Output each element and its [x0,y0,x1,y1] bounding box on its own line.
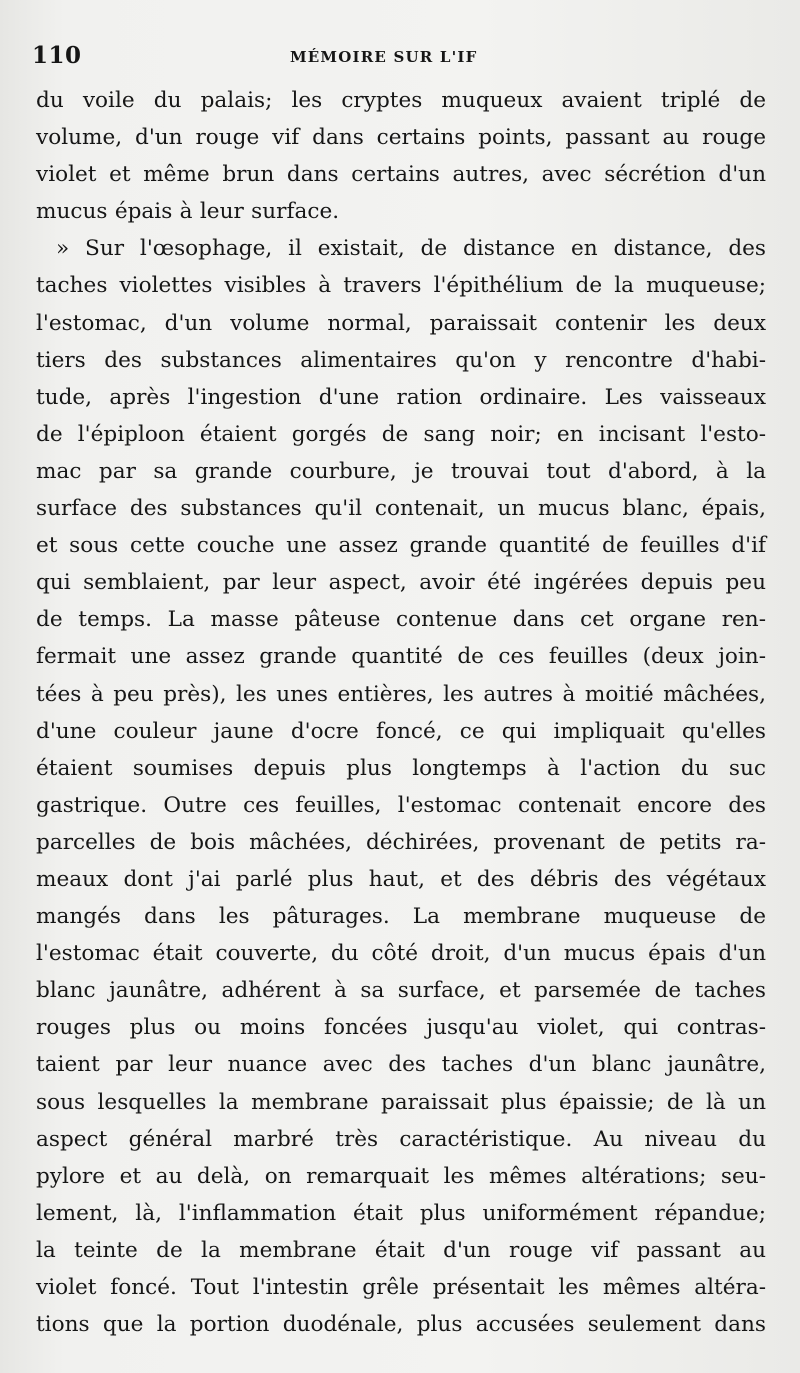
text-line: mangés dans les pâturages. La membrane muqueuse de [36,904,766,930]
text-line: tiers des substances alimentaires qu'on y rencontre d'habi- [36,347,766,373]
text-line: taient par leur nuance avec des taches d'un blanc jaunâtre, [36,1052,766,1078]
text-line: lement, là, l'inflammation était plus uniformément répandue; [36,1200,766,1226]
text-line: violet et même brun dans certains autres, avec sécrétion d'un [36,162,766,188]
text-line: sous lesquelles la membrane paraissait plus épaissie; de là un [36,1089,766,1115]
text-line: du voile du palais; les cryptes muqueux avaient triplé de [36,88,766,113]
text-line: tions que la portion duodénale, plus accusées seulement dans [36,1312,766,1338]
text-line: de l'épiploon étaient gorgés de sang noir; en incisant l'esto- [36,421,766,447]
text-line: et sous cette couche une assez grande quantité de feuilles d'if [36,533,766,559]
text-line: de temps. La masse pâteuse contenue dans cet organe ren- [36,607,766,633]
text-line: » Sur l'œsophage, il existait, de distance en distance, des [56,236,766,262]
text-line: meaux dont j'ai parlé plus haut, et des débris des végétaux [36,866,766,892]
text-line: violet foncé. Tout l'intestin grêle présentait les mêmes altéra- [36,1275,766,1300]
text-line: tées à peu près), les unes entières, les autres à moitié mâchées, [36,681,766,707]
text-line: pylore et au delà, on remarquait les mêmes altérations; seu- [36,1163,766,1189]
text-line: la teinte de la membrane était d'un rouge vif passant au [36,1237,766,1263]
text-line: volume, d'un rouge vif dans certains points, passant au rouge [36,125,766,151]
text-line: mac par sa grande courbure, je trouvai tout d'abord, à la [36,458,766,484]
text-line: mucus épais à leur surface. [36,199,340,225]
text-line: qui semblaient, par leur aspect, avoir été ingérées depuis peu [36,570,766,596]
text-line: aspect général marbré très caractéristique. Au niveau du [36,1126,766,1152]
text-line: parcelles de bois mâchées, déchirées, provenant de petits ra- [36,829,766,855]
text-line: taches violettes visibles à travers l'épithélium de la muqueuse; [36,273,766,299]
text-line: gastrique. Outre ces feuilles, l'estomac contenait encore des [36,792,766,818]
text-line: tude, après l'ingestion d'une ration ordinaire. Les vaisseaux [36,384,766,410]
body-text [36,82,766,1343]
page-number: 110 [32,42,82,69]
running-head: MÉMOIRE SUR L'IF [290,48,478,66]
page-header [32,42,750,74]
text-line: blanc jaunâtre, adhérent à sa surface, et parsemée de taches [36,978,766,1004]
text-line: surface des substances qu'il contenait, un mucus blanc, épais, [36,496,766,522]
text-line: fermait une assez grande quantité de ces feuilles (deux join- [36,644,766,670]
text-line: étaient soumises depuis plus longtemps à l'action du suc [36,755,766,781]
text-line: d'une couleur jaune d'ocre foncé, ce qui impliquait qu'elles [36,718,766,744]
text-line: rouges plus ou moins foncées jusqu'au violet, qui contras- [36,1015,766,1041]
text-line: l'estomac était couverte, du côté droit, d'un mucus épais d'un [36,941,766,967]
text-line: l'estomac, d'un volume normal, paraissait contenir les deux [36,310,766,336]
